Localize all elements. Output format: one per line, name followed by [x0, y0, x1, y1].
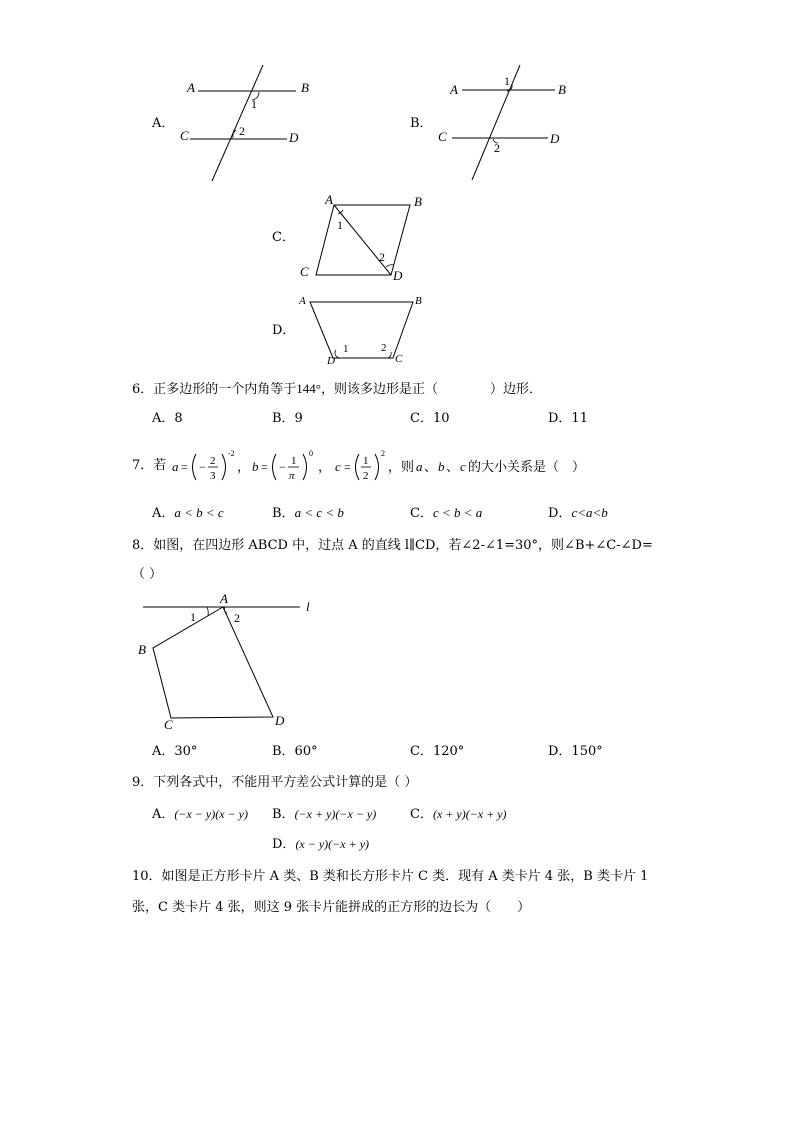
q7-tail-a: a	[416, 459, 423, 474]
q8-option-a[interactable]: A．30°	[152, 744, 198, 759]
q7-tail-pre: ，则	[388, 459, 415, 474]
q8-figure	[135, 588, 335, 733]
q8-fig-label-d: D	[275, 713, 285, 728]
q7-question	[132, 446, 782, 486]
fig-d-angle-2: 2	[381, 342, 387, 354]
q7-a-exp: -2	[228, 449, 235, 458]
fig-a-label-d: D	[289, 130, 299, 145]
q9-option-a[interactable]	[152, 806, 248, 823]
q9-option-c[interactable]	[410, 806, 507, 823]
q5-option-b-label[interactable]: B．	[410, 116, 433, 131]
q6-text-post: ，则该多边形是正（ ）边形．	[320, 382, 542, 397]
q8-question-line1: 8．如图，在四边形 ABCD 中，过点 A 的直线 l∥CD，若∠2-∠1=30°，则∠B+∠C-∠D=	[132, 538, 653, 553]
q8-fig-label-c: C	[164, 717, 173, 732]
q7-tail-dun2: 、	[446, 459, 460, 474]
q7-number: 7．若	[132, 458, 167, 473]
q9-question: 9．下列各式中，不能用平方差公式计算的是（ ）	[132, 775, 418, 790]
fig-d-label-a: A	[299, 295, 306, 307]
q8-fig-angle-2: 2	[234, 611, 240, 625]
q7-c-den: 2	[363, 470, 369, 482]
q7-minus-a: −	[199, 460, 206, 474]
q9-option-b-label: B．	[272, 807, 295, 822]
q9-option-a-expr: (−x − y)(x − y)	[174, 807, 248, 821]
q8-option-b[interactable]: B．60°	[272, 744, 318, 759]
q7-var-c: c	[335, 459, 341, 474]
q9-option-c-expr: (x + y)(−x + y)	[432, 807, 507, 821]
q7-c-exp: 2	[381, 449, 385, 458]
q6-text-pre: 6．正多边形的一个内角等于	[132, 382, 297, 397]
fig-b-angle-2: 2	[494, 141, 500, 155]
q5-option-c-label[interactable]: C．	[272, 230, 295, 245]
fig-a-angle-2: 2	[239, 124, 245, 138]
q7-tail-b: b	[438, 459, 445, 474]
q10-question-line1: 10．如图是正方形卡片 A 类、B 类和长方形卡片 C 类．现有 A 类卡片 4 张，B 类卡片 1	[132, 869, 649, 884]
fig-c-label-a: A	[325, 192, 333, 207]
fig-c-angle-1: 1	[337, 218, 343, 232]
q7-option-d[interactable]	[548, 505, 608, 522]
q7-tail-post: 的大小关系是（ ）	[468, 459, 586, 474]
q7-sep-2: ，	[318, 459, 332, 474]
q7-option-a-expr: a < b < c	[174, 505, 224, 520]
q7-tail-c: c	[460, 459, 466, 474]
fig-c-angle-2: 2	[379, 250, 385, 264]
fig-b-label-a: A	[450, 82, 458, 97]
q6-option-d[interactable]: D．11	[548, 411, 588, 426]
q9-option-d[interactable]	[272, 836, 369, 853]
q8-option-c[interactable]: C．120°	[410, 744, 465, 759]
q5-figure-d	[295, 290, 440, 370]
q7-tail-dun1: 、	[424, 459, 438, 474]
q5-figure-a	[175, 58, 320, 188]
q8-question-line2: （ ）	[132, 567, 163, 582]
q7-sep-1: ，	[237, 459, 251, 474]
q7-option-b-expr: a < c < b	[294, 505, 344, 520]
q7-var-b: b	[252, 459, 259, 474]
q7-option-a[interactable]	[152, 505, 224, 522]
q7-eq-b: =	[261, 460, 268, 474]
q7-a-den: 3	[210, 470, 216, 482]
fig-d-label-b: B	[415, 295, 422, 307]
q7-eq-a: =	[181, 460, 188, 474]
q9-option-b-expr: (−x + y)(−x − y)	[294, 807, 377, 821]
q7-option-d-expr: c<a<b	[571, 505, 608, 520]
fig-d-angle-1: 1	[343, 343, 349, 355]
q7-option-a-label: A．	[152, 506, 175, 521]
fig-a-label-a: A	[187, 80, 195, 95]
q7-var-a: a	[172, 459, 179, 474]
q7-option-d-label: D．	[548, 506, 572, 521]
q7-b-den: π	[289, 470, 295, 482]
fig-b-label-b: B	[558, 82, 566, 97]
q8-option-d[interactable]: D．150°	[548, 744, 603, 759]
fig-b-label-c: C	[438, 129, 447, 144]
q7-option-b-label: B．	[272, 506, 295, 521]
q7-eq-c: =	[344, 460, 351, 474]
q7-b-exp: 0	[309, 449, 313, 458]
fig-c-label-b: B	[414, 194, 422, 209]
q9-option-b[interactable]	[272, 806, 376, 823]
q7-option-c-label: C．	[410, 506, 433, 521]
q7-option-b[interactable]	[272, 505, 344, 522]
q5-option-d-label[interactable]: D．	[272, 323, 296, 338]
fig-c-label-d: D	[393, 268, 403, 283]
fig-d-label-c: C	[395, 353, 403, 365]
q8-fig-angle-1: 1	[190, 610, 196, 624]
q9-option-a-label: A．	[152, 807, 175, 822]
q7-b-num: 1	[291, 455, 297, 467]
q8-fig-label-l: l	[306, 599, 310, 614]
q6-option-c[interactable]: C．10	[410, 411, 450, 426]
q6-angle: 144°	[296, 381, 321, 396]
q7-a-num: 2	[210, 455, 216, 467]
fig-b-angle-1: 1	[504, 74, 510, 88]
q5-figure-c	[295, 190, 430, 285]
q8-fig-label-a: A	[220, 591, 228, 606]
q5-option-a-label[interactable]: A．	[152, 116, 175, 131]
q6-question	[132, 381, 542, 398]
fig-c-label-c: C	[300, 264, 309, 279]
fig-b-label-d: D	[550, 131, 560, 146]
q9-option-d-expr: (x − y)(−x + y)	[295, 837, 370, 851]
q7-minus-b: −	[279, 460, 286, 474]
q6-option-a[interactable]: A．8	[152, 411, 183, 426]
q7-option-c-expr: c < b < a	[432, 505, 483, 520]
fig-a-label-b: B	[301, 80, 309, 95]
fig-a-label-c: C	[180, 128, 189, 143]
q9-option-c-label: C．	[410, 807, 433, 822]
fig-a-angle-1: 1	[251, 97, 257, 111]
fig-d-label-d: D	[327, 355, 335, 367]
q7-option-c[interactable]	[410, 505, 482, 522]
q10-question-line2: 张，C 类卡片 4 张，则这 9 张卡片能拼成的正方形的边长为（ ）	[132, 900, 531, 915]
q5-figure-b	[440, 60, 575, 185]
q6-option-b[interactable]: B．9	[272, 411, 303, 426]
q8-fig-label-b: B	[138, 642, 146, 657]
q7-formula	[172, 446, 612, 486]
q9-option-d-label: D．	[272, 837, 296, 852]
q7-c-num: 1	[363, 455, 369, 467]
